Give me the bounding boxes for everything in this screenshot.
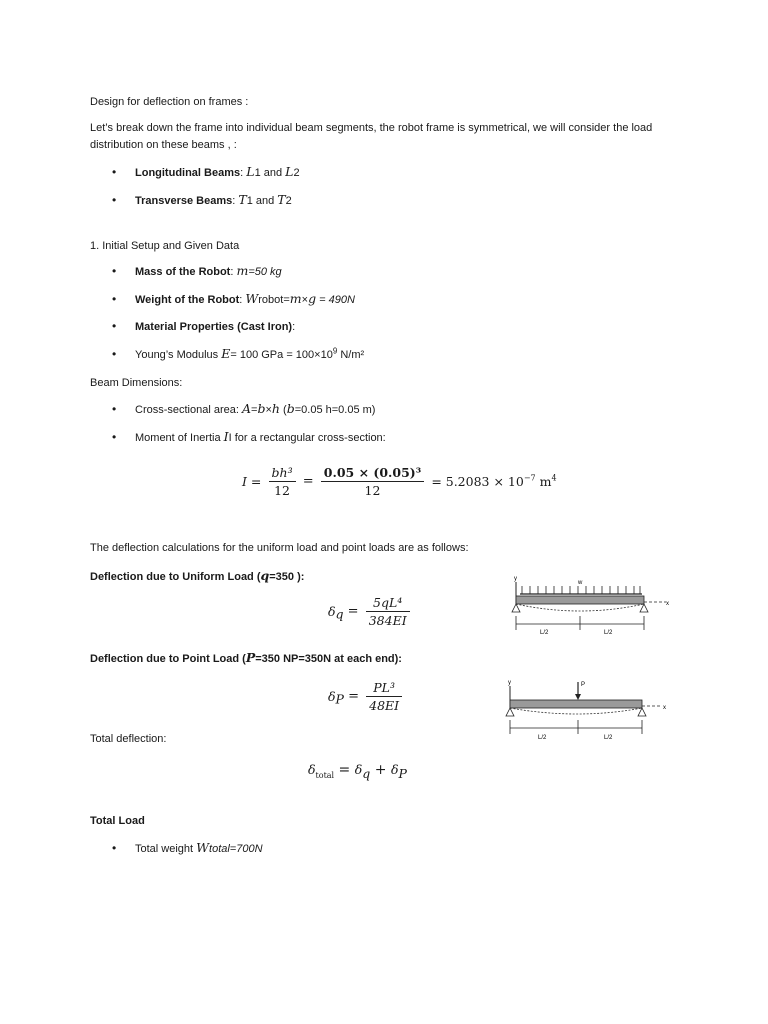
- svg-text:L/2: L/2: [538, 735, 547, 741]
- svg-text:P: P: [581, 682, 586, 688]
- bullet-icon: •: [112, 292, 117, 306]
- list-item-transverse: • Transverse Beams: T1 and T2: [112, 192, 292, 207]
- bullet-icon: •: [112, 841, 117, 855]
- inertia-equation: I = $\frac{\text{bh³}}{12}$ = $\frac{\text{0.05 × (0.05)³}}{12}$ = $5.2083 \times 10^{-7}$ $m^4$: [242, 465, 557, 498]
- list-item-total-weight: • Total weight Wtotal=700N: [112, 840, 263, 855]
- uniform-load-heading: Deflection due to Uniform Load (q=350 ):: [90, 568, 305, 583]
- bullet-icon: •: [112, 264, 117, 278]
- svg-text:y: y: [508, 680, 511, 686]
- bullet-icon: •: [112, 347, 117, 361]
- uniform-deflection-equation: $\delta_q$ = $\frac{\text{5qL⁴}}{384EI}$: [328, 595, 413, 628]
- list-item-youngs-modulus: • Young’s Modulus E= 100 GPa = $100\times 10^9$ N/m²: [112, 346, 365, 361]
- svg-text:w: w: [578, 580, 583, 586]
- list-item-material: • Material Properties (Cast Iron):: [112, 319, 296, 333]
- bullet-icon: •: [112, 319, 117, 333]
- svg-text:y: y: [514, 576, 517, 582]
- list-item-moment-of-inertia: • Moment of Inertia II for a rectangular cross-section:: [112, 429, 386, 444]
- svg-text:L/2: L/2: [540, 630, 549, 636]
- bullet-icon: •: [112, 402, 117, 416]
- svg-text:L/2: L/2: [604, 735, 613, 741]
- deflection-intro: The deflection calculations for the uniform load and point loads are as follows:: [90, 542, 469, 554]
- svg-text:L/2: L/2: [604, 630, 613, 636]
- point-load-heading: Deflection due to Point Load (P=350 NP=350N at each end):: [90, 650, 402, 665]
- total-deflection-label: Total deflection:: [90, 733, 167, 745]
- svg-text:x: x: [666, 601, 669, 607]
- uniform-load-beam-diagram: [500, 572, 672, 642]
- total-deflection-equation: $\delta_{total} = \delta_q + \delta_P$: [308, 762, 407, 781]
- svg-text:x: x: [663, 705, 666, 711]
- point-deflection-equation: $\delta_P$ = $\frac{\text{PL³}}{48EI}$: [328, 680, 405, 713]
- beam-dimensions-label: Beam Dimensions:: [90, 377, 183, 389]
- intro-paragraph: Let’s break down the frame into individual beam segments, the robot frame is symmetrical, we will consider the load distribution on these beams , :: [90, 122, 653, 151]
- bullet-icon: •: [112, 430, 117, 444]
- bullet-icon: •: [112, 193, 117, 207]
- list-item-longitudinal: • Longitudinal Beams: L1 and L2: [112, 164, 300, 179]
- bullet-icon: •: [112, 165, 117, 179]
- page-heading: Design for deflection on frames :: [90, 96, 249, 108]
- list-item-weight: • Weight of the Robot: Wrobot=m×g = 490N: [112, 291, 355, 306]
- list-item-cross-section-area: • Cross-sectional area: A=b×h (b=0.05 h=0.05 m): [112, 401, 376, 416]
- list-item-mass: • Mass of the Robot: m=50 kg: [112, 263, 282, 278]
- total-load-heading: Total Load: [90, 815, 145, 827]
- section-title-initial-setup: 1. Initial Setup and Given Data: [90, 240, 240, 252]
